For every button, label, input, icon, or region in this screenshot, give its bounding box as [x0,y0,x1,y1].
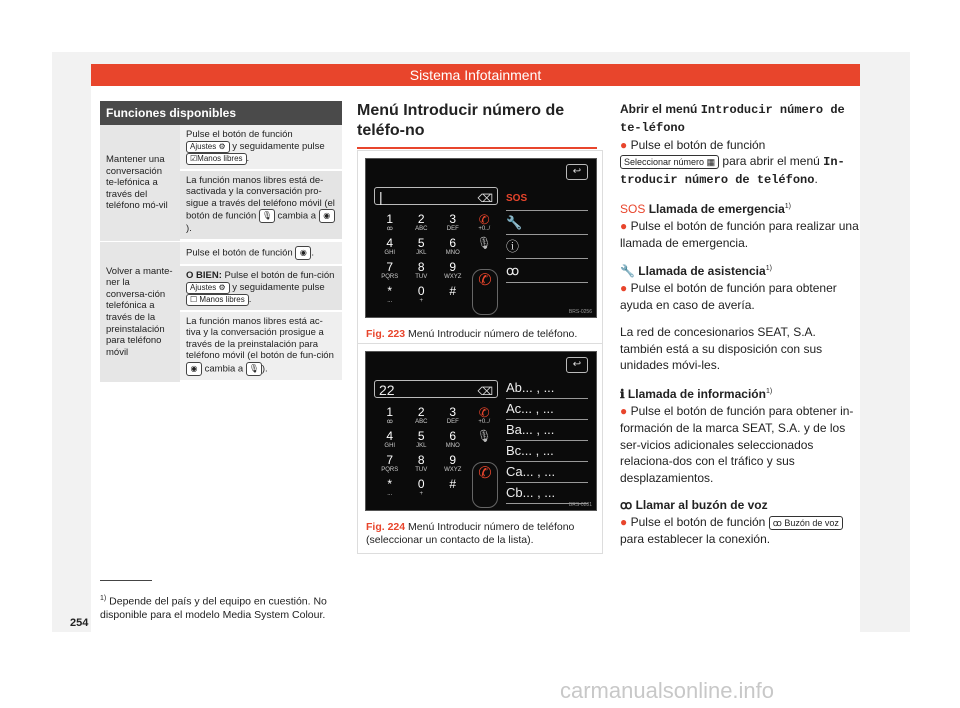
key-letters: + [419,491,423,497]
cell-text: ). [186,223,192,235]
backspace-icon: ⌫ [477,193,493,205]
wrench-icon: 🔧 [506,211,588,235]
cell-text: . [246,152,250,164]
keypad-key [437,454,469,478]
keypad-key [469,237,501,261]
phone-screen [365,158,597,318]
key-digit: 6 [449,236,457,250]
keypad-key [406,454,438,478]
key-digit: # [449,284,457,298]
key-digit: 4 [386,236,394,250]
keypad-key [406,406,438,430]
key-letters: ABC [415,226,428,232]
voicemail-icon: ꝏ [506,259,588,283]
voicemail-icon: ꝏ [772,517,782,528]
row-cells [180,242,342,382]
key-digit: ✆ [478,405,490,420]
page-number: 254 [70,617,89,629]
keypad-key [437,285,469,309]
key-letters: +0../ [478,226,491,232]
key-digit: 3 [449,405,457,419]
key-letters: + [419,298,423,304]
voicemail-button [769,516,843,530]
contact-item: Cb... , ... [506,483,588,504]
paragraph [620,497,860,547]
wrench-icon: 🔧 [620,264,635,279]
table-row [100,242,342,383]
handsfree-label: Manos libres [197,153,243,163]
key-letters: ... [387,298,393,304]
cell-text: La función manos libres está ac-tiva y la conversación prosigue a través de la preinstalación para teléfono móvil (el botón de fun-ción [186,315,334,362]
key-digit: 3 [449,212,457,226]
cell-text: La función manos libres está de-sactivada y la conversación pro-sigue a través del teléfono móvil (el botón de función [186,174,335,222]
footnote-ref: 1) [765,265,772,273]
key-letters: TUV [415,274,428,280]
table-heading: Funciones disponibles [100,101,342,125]
text: . [814,172,818,187]
key-digit: * [387,477,393,491]
key-digit: ✆ [478,212,490,227]
checkbox-icon: ☐ [190,294,198,304]
check-icon: ☑ [190,153,198,163]
keypad-icon: ▦ [706,157,716,168]
handsfree-label: Manos libres [199,294,245,304]
bullet-icon: ● [620,514,628,529]
gear-icon: ⚙ [218,282,226,292]
paragraph [620,101,860,189]
key-letters: +0../ [478,419,491,425]
key-letters: WXYZ [444,467,462,473]
footnote-ref: 1) [784,202,791,210]
text: Pulse el botón de función para realizar una llamada de emergencia. [620,218,859,250]
keypad-key [469,406,501,430]
keypad-key [406,213,438,237]
service-list [506,187,588,283]
cell-text: cambia a [277,210,317,222]
keypad-key [374,430,406,454]
key-letters: WXYZ [444,274,462,280]
key-digit: 1 [386,405,394,419]
paragraph [620,384,860,487]
sound-icon: ◉ [319,209,335,223]
table-cell [180,312,342,382]
footnote-ref: 1) [765,388,773,396]
contact-item: Ca... , ... [506,462,588,483]
text: para establecer la conexión. [620,531,771,546]
figure-id: BRS-0256 [568,309,592,315]
key-letters: ꝏ [386,419,393,425]
subheading: Llamada de información [627,387,766,402]
voicemail-icon: ꝏ [620,497,633,512]
key-digit: 2 [417,405,425,419]
menu-name: In-troducir número de teléfono [620,155,845,188]
back-icon: ↩ [566,164,588,180]
key-letters: MNO [445,250,460,256]
key-digit: 7 [386,260,394,274]
key-letters: PQRS [381,467,399,473]
figure-number: Fig. 224 [366,521,406,533]
key-digit: 9 [449,260,457,274]
contact-item: Bc... , ... [506,441,588,462]
caption-text: Menú Introducir número de teléfono. [408,328,578,340]
number-display [374,187,498,205]
key-digit: 8 [417,260,425,274]
table-cell [180,266,342,312]
cell-bold: O BIEN: [186,269,222,281]
key-letters: JKL [416,443,427,449]
contact-item: Ba... , ... [506,420,588,441]
cell-text: . [311,247,314,259]
number-display [374,380,498,398]
key-digit: 1 [386,212,394,226]
key-letters: GHI [384,443,396,449]
cell-text: Pulse el botón de función [186,247,293,259]
cell-text: y seguidamente pulse [232,140,325,152]
paragraph [620,199,860,251]
figure-id: BRS-0281 [568,502,592,508]
subheading: Llamar al buzón de voz [635,497,768,512]
sos-label: SOS [620,201,646,216]
contact-list [506,378,588,504]
row-cells [180,125,342,241]
keypad-key [374,406,406,430]
text: Pulse el botón de función para obtener in-formación de la marca SEAT, S.A. y de los ser-vicios adicionales seleccionados relaciona-dos con el tráfico y sus desplazamientos. [620,403,854,486]
functions-table [100,101,342,383]
cursor-icon: | [379,189,383,205]
keypad-key [437,406,469,430]
table-cell [180,171,342,241]
bullet-icon: ● [620,281,628,296]
text: Pulse el botón de función [630,137,766,152]
keypad-key [406,285,438,309]
subheading: Llamada de emergencia [648,201,785,216]
right-column [620,101,860,557]
text: para abrir el menú [722,154,820,169]
key-letters: DEF [446,226,459,232]
keypad-key [437,261,469,285]
key-digit: 6 [449,429,457,443]
cell-text: . [248,293,252,305]
key-digit: 4 [386,429,394,443]
entered-number: 22 [379,382,395,398]
key-digit: 7 [386,453,394,467]
handsfree-button [186,153,247,165]
button-label: Seleccionar número [624,157,705,168]
info-icon: ℹ [620,387,625,402]
select-number-button [620,155,719,169]
watermark: carmanualsonline.info [560,678,775,703]
cell-text: Pulse el botón de fun-ción [224,269,335,281]
mic-icon: 🎙 [246,362,262,376]
keypad-key [437,430,469,454]
settings-label: Ajustes [190,282,217,292]
keypad-key [374,237,406,261]
contact-item: Ab... , ... [506,378,588,399]
figure-caption [358,518,602,553]
call-icon: ✆ [472,462,498,508]
key-letters: PQRS [381,274,399,280]
paragraph [620,261,860,313]
key-letters: GHI [384,250,396,256]
key-letters: ꝏ [386,226,393,232]
keypad-key [406,237,438,261]
keypad-key [374,454,406,478]
row-label: Volver a mante-ner la conversa-ción telefónica a través de la preinstalación para teléfono móvil [100,242,180,382]
bullet-icon: ● [620,137,628,152]
subheading: Abrir el menú [620,102,698,116]
key-digit: 2 [417,212,425,226]
key-digit: # [449,477,457,491]
keypad-key [437,237,469,261]
gear-icon: ⚙ [218,141,226,151]
back-icon: ↩ [566,357,588,373]
key-digit: 5 [417,236,425,250]
table-row [100,125,342,242]
keypad-key [406,478,438,502]
cell-text: y seguidamente pulse [232,281,325,293]
key-digit: * [387,284,393,298]
settings-button [186,141,230,153]
keypad-key [374,285,406,309]
sound-icon: ◉ [295,246,311,260]
mic-icon: 🎙 [259,209,275,223]
key-letters: MNO [445,443,460,449]
key-digit: 5 [417,429,425,443]
info-icon: ⓘ [506,235,588,259]
key-digit: 9 [449,453,457,467]
caption-text: Menú Introducir número de teléfono (seleccionar un contacto de la lista). [366,521,575,546]
key-letters: JKL [416,250,427,256]
text: Pulse el botón de función [630,514,766,529]
handsfree-button [186,294,249,306]
sos-item: SOS [506,187,588,211]
bullet-icon: ● [620,218,628,233]
settings-label: Ajustes [190,141,217,151]
keypad-key [374,213,406,237]
footnote-text: Depende del país y del equipo en cuestión. No disponible para el modelo Media System Colour. [100,595,327,621]
row-label: Mantener una conversación te-lefónica a través del teléfono mó-vil [100,125,180,241]
phone-screen [365,351,597,511]
button-label: Buzón de voz [784,517,839,528]
section-title: Menú Introducir número de teléfo-no [357,101,597,149]
keypad-key [374,261,406,285]
footnote-rule [100,580,152,581]
contact-item: Ac... , ... [506,399,588,420]
figure-224 [357,343,603,554]
key-letters: ABC [415,419,428,425]
footnote-mark: 1) [100,595,107,602]
settings-button [186,282,230,294]
menu-name: Introducir número de te-léfono [620,103,845,135]
subheading: Llamada de asistencia [638,264,766,279]
table-cell [180,242,342,266]
key-digit: 🎙 [476,236,492,250]
keypad-key [374,478,406,502]
key-letters: ... [387,491,393,497]
key-digit: 8 [417,453,425,467]
cell-text: cambia a [204,363,244,375]
backspace-icon: ⌫ [477,386,493,398]
key-digit: 0 [417,284,425,298]
table-cell [180,125,342,171]
cell-text: Pulse el botón de función [186,129,293,140]
keypad-key [437,478,469,502]
key-digit: 🎙 [476,429,492,443]
paragraph: La red de concesionarios SEAT, S.A. también está a su disposición con sus unidades móvi-les. [620,324,823,373]
figure-223 [357,150,603,348]
keypad-key [406,261,438,285]
cell-text: ). [261,363,268,375]
keypad-key [406,430,438,454]
figure-number: Fig. 223 [366,328,406,340]
key-letters: DEF [446,419,459,425]
bullet-icon: ● [620,403,628,418]
keypad-key [469,430,501,454]
keypad-key [437,213,469,237]
footnote [100,592,345,622]
call-icon: ✆ [472,269,498,315]
section-header: Sistema Infotainment [91,64,860,86]
text: Pulse el botón de función para obtener ayuda en caso de avería. [620,281,837,312]
key-digit: 0 [417,477,425,491]
keypad-key [469,213,501,237]
key-letters: TUV [415,467,428,473]
sound-icon: ◉ [186,362,202,376]
